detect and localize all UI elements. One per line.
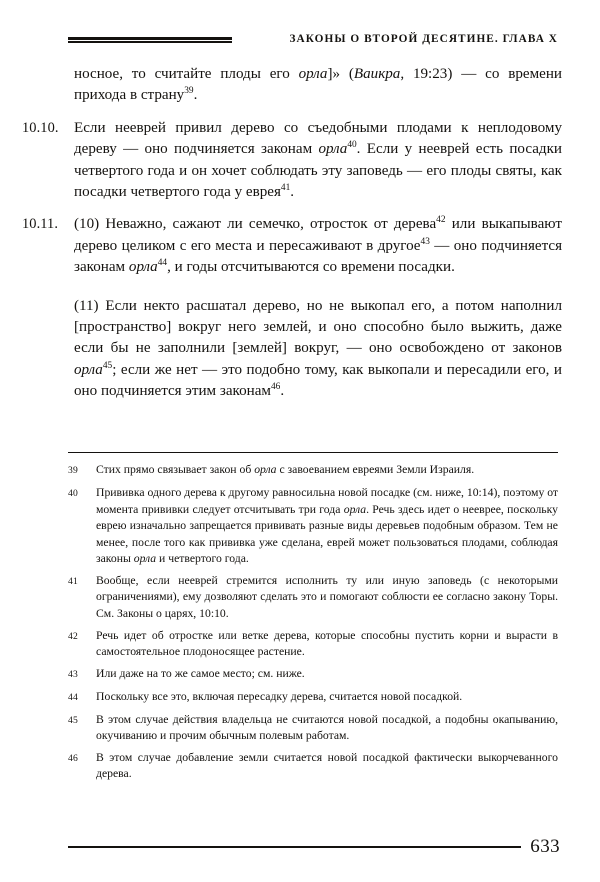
footnote-text: В этом случае действия владельца не считаются новой посадкой, а подобны окапыванию, окучиванию и прочим обычным полевым работам.	[96, 712, 558, 743]
page-folio	[68, 836, 560, 858]
footnote-marker[interactable]: 43	[420, 236, 430, 247]
footnote-item	[68, 573, 558, 622]
footnote-number[interactable]: 44	[68, 691, 78, 703]
body-text-area	[22, 64, 562, 414]
footnote-item	[68, 712, 558, 745]
footnote-text: Или даже на то же самое место; см. ниже.	[96, 666, 305, 680]
italic-term: орла	[133, 551, 157, 565]
running-head-title: ЗАКОНЫ О ВТОРОЙ ДЕСЯТИНЕ. ГЛАВА X	[289, 33, 558, 45]
running-head	[68, 26, 560, 52]
footnote-marker[interactable]: 40	[347, 140, 357, 151]
footnote-number[interactable]: 40	[68, 488, 78, 500]
footnote-text: Прививка одного дерева к другому равносильна новой посадке (см. ниже, 10:14), поэтому от момента прививки следует отсчитывать три года орла. Речь здесь идет о нееврее, поскольку еврею изначально запрещается прививать разные виды деревьев подобным образом. Тем не менее, после того как прививка уже сделана, еврей может пользоваться плодами, соблюдая законы орла и четвертого года.	[96, 486, 559, 565]
footnote-text: В этом случае добавление земли считается новой посадкой фактически выкорчеванного дерева.	[96, 750, 558, 781]
italic-term: орла	[128, 259, 158, 276]
italic-term: орла	[298, 66, 328, 82]
footnote-text: Стих прямо связывает закон об орла с завоеванием евреями Земли Израиля.	[96, 463, 475, 477]
footnote-item	[68, 689, 558, 706]
footnote-number[interactable]: 39	[68, 465, 78, 477]
page-number: 633	[530, 836, 560, 857]
section-text: (10) Неважно, сажают ли семечко, отросток от дерева$^{42}$ или выкапывают дерево целиком с его места и пересаживают в другое$^{43}$ — оно подчиняется законам орла$^{44}$, и годы отсчитываются со времени посадки.	[74, 215, 563, 276]
footnote-item	[68, 462, 558, 479]
footnote-item	[68, 666, 558, 683]
footnote-number[interactable]: 46	[68, 752, 78, 764]
footnote-marker[interactable]: 41	[280, 183, 291, 193]
rule-thin	[68, 41, 232, 43]
footnote-number[interactable]: 45	[68, 714, 78, 726]
paragraph-continued	[22, 64, 562, 107]
footnotes-area	[68, 452, 558, 788]
footnote-marker[interactable]: 46	[270, 382, 281, 393]
footnote-number[interactable]: 42	[68, 630, 78, 642]
section-number: 10.10.	[22, 119, 59, 136]
section-10-10	[22, 118, 562, 204]
italic-term: орла	[254, 463, 277, 477]
footnote-item	[68, 628, 558, 661]
running-head-rule	[68, 37, 232, 43]
section-10-11	[22, 214, 562, 278]
footnote-marker[interactable]: 45	[102, 360, 113, 371]
italic-term: орла	[343, 502, 367, 516]
footnote-item	[68, 485, 558, 567]
section-10-11-part-11	[22, 296, 562, 403]
footnote-marker[interactable]: 42	[436, 215, 446, 226]
section-text: Если нееврей привил дерево со съедобными плодами к неплодовому дереву — оно подчиняется законам орла$^{40}$. Если у нееврей есть посадки четвертого года и он хочет соблюдать эту заповедь — его плоды святы, как посадки четвертого года у еврея$^{41}$.	[74, 119, 563, 201]
footnote-text: Поскольку все это, включая пересадку дерева, считается новой посадкой.	[96, 689, 463, 703]
paragraph-text: носное, то считайте плоды его орла]» (Ваикра, 19:23) — со времени прихода в страну$^{39}$.	[74, 66, 562, 104]
section-text: (11) Если некто расшатал дерево, но не выкопал его, а потом наполнил [пространство] вокруг него землей, и оно способно было выжить, даже если бы не заполнили [землей] вокруг, — оно освобождено от законов орла$^{45}$; если же нет — это подобно тому, как выкопали и пересадили его, и оно подчиняется этим законам$^{46}$.	[74, 297, 562, 400]
footnote-number[interactable]: 41	[68, 575, 78, 587]
footnote-item	[68, 750, 558, 783]
italic-term: орла	[74, 361, 103, 378]
footnote-number[interactable]: 43	[68, 668, 78, 680]
footnote-text: Речь идет об отростке или ветке дерева, которые способны пустить корни и вырасти в самостоятельное плодоносящее растение.	[96, 628, 558, 658]
italic-term: Ваикра	[353, 66, 401, 82]
italic-term: орла	[318, 141, 348, 158]
folio-rule	[68, 846, 521, 847]
footnote-marker[interactable]: 44	[157, 258, 168, 269]
footnote-marker[interactable]: 39	[184, 86, 194, 97]
footnote-list	[68, 462, 558, 782]
footnote-text: Вообще, если нееврей стремится исполнить ту или иную заповедь (с некоторыми ограничениями), ему дозволяют сделать это и помогают соблюсти ее согласно закону Торы. См. Законы о царях, 10:10.	[96, 573, 558, 620]
footnote-separator-rule	[68, 452, 558, 453]
section-number: 10.11.	[22, 216, 59, 233]
